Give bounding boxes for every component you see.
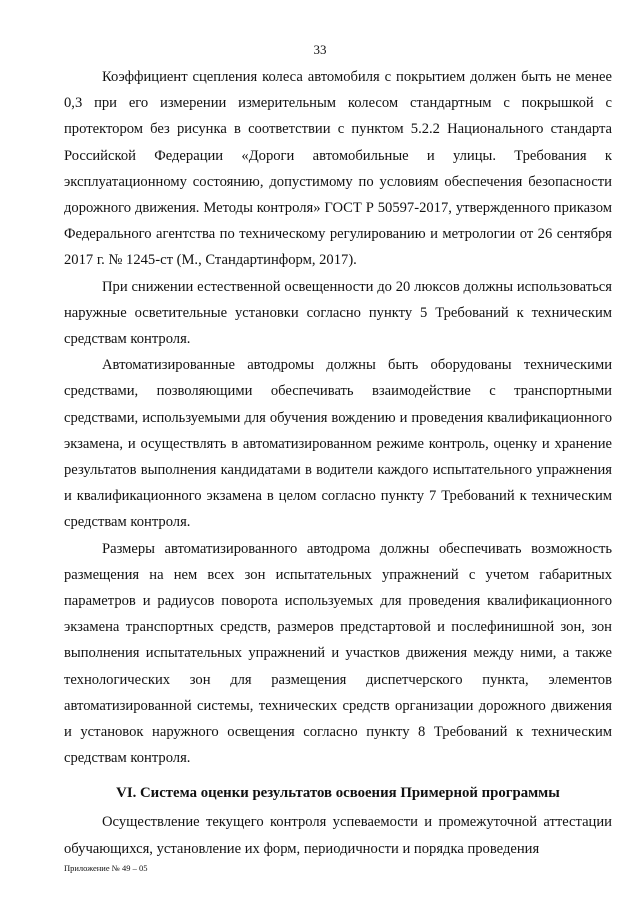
section-heading: VI. Система оценки результатов освоения Примерной программы <box>116 785 560 802</box>
footer-annex-label: Приложение № 49 – 05 <box>64 863 148 873</box>
paragraph-lighting: При снижении естественной освещенности до 20 люксов должны использоваться наружные осветительные установки согласно пункту 5 Требований к техническим средствам контроля. <box>64 278 612 348</box>
paragraph-assessment: Осуществление текущего контроля успеваемости и промежуточной аттестации обучающихся, установление их форм, периодичности и порядка проведения <box>64 814 612 857</box>
paragraph-automated-autodrome: Автоматизированные автодромы должны быть оборудованы техническими средствами, позволяющими обеспечивать взаимодействие с транспортными средствами, используемыми для обучения вождению и проведения квалификационного экзамена, и осуществлять в автоматизированном режиме контроль, оценку и хранение результатов выполнения кандидатами в водители каждого испытательного упражнения и квалификационного экзамена в целом согласно пункту 7 Требований к техническим средствам контроля. <box>64 357 612 531</box>
paragraph-autodrome-dimensions: Размеры автоматизированного автодрома должны обеспечивать возможность размещения на нем всех зон испытательных упражнений с учетом габаритных параметров и радиусов поворота используемых для проведения квалификационного экзамена транспортных средств, размеров предстартовой и послефинишной зон, зон выполнения испытательных упражнений и участков движения между ними, а также технологических зон для размещения диспетчерского пункта, элементов автоматизированной системы, технических средств организации дорожного движения и установок наружного освещения согласно пункту 8 Требований к техническим средствам контроля. <box>64 540 612 767</box>
paragraph-friction-coefficient: Коэффициент сцепления колеса автомобиля с покрытием должен быть не менее 0,3 при его измерении измерительным колесом стандартным с покрышкой с протектором без рисунка в соответствии с пунктом 5.2.2 Национального стандарта Российской Федерации «Дороги автомобильные и улицы. Требования к эксплуатационному состоянию, допустимому по условиям обеспечения безопасности дорожного движения. Методы контроля» ГОСТ Р 50597-2017, утвержденного приказом Федерального агентства по техническому регулированию и метрологии от 26 сентября 2017 г. № 1245-ст (М., Стандартинформ, 2017). <box>64 69 612 269</box>
document-body <box>64 64 612 862</box>
page-number: 33 <box>313 42 327 57</box>
